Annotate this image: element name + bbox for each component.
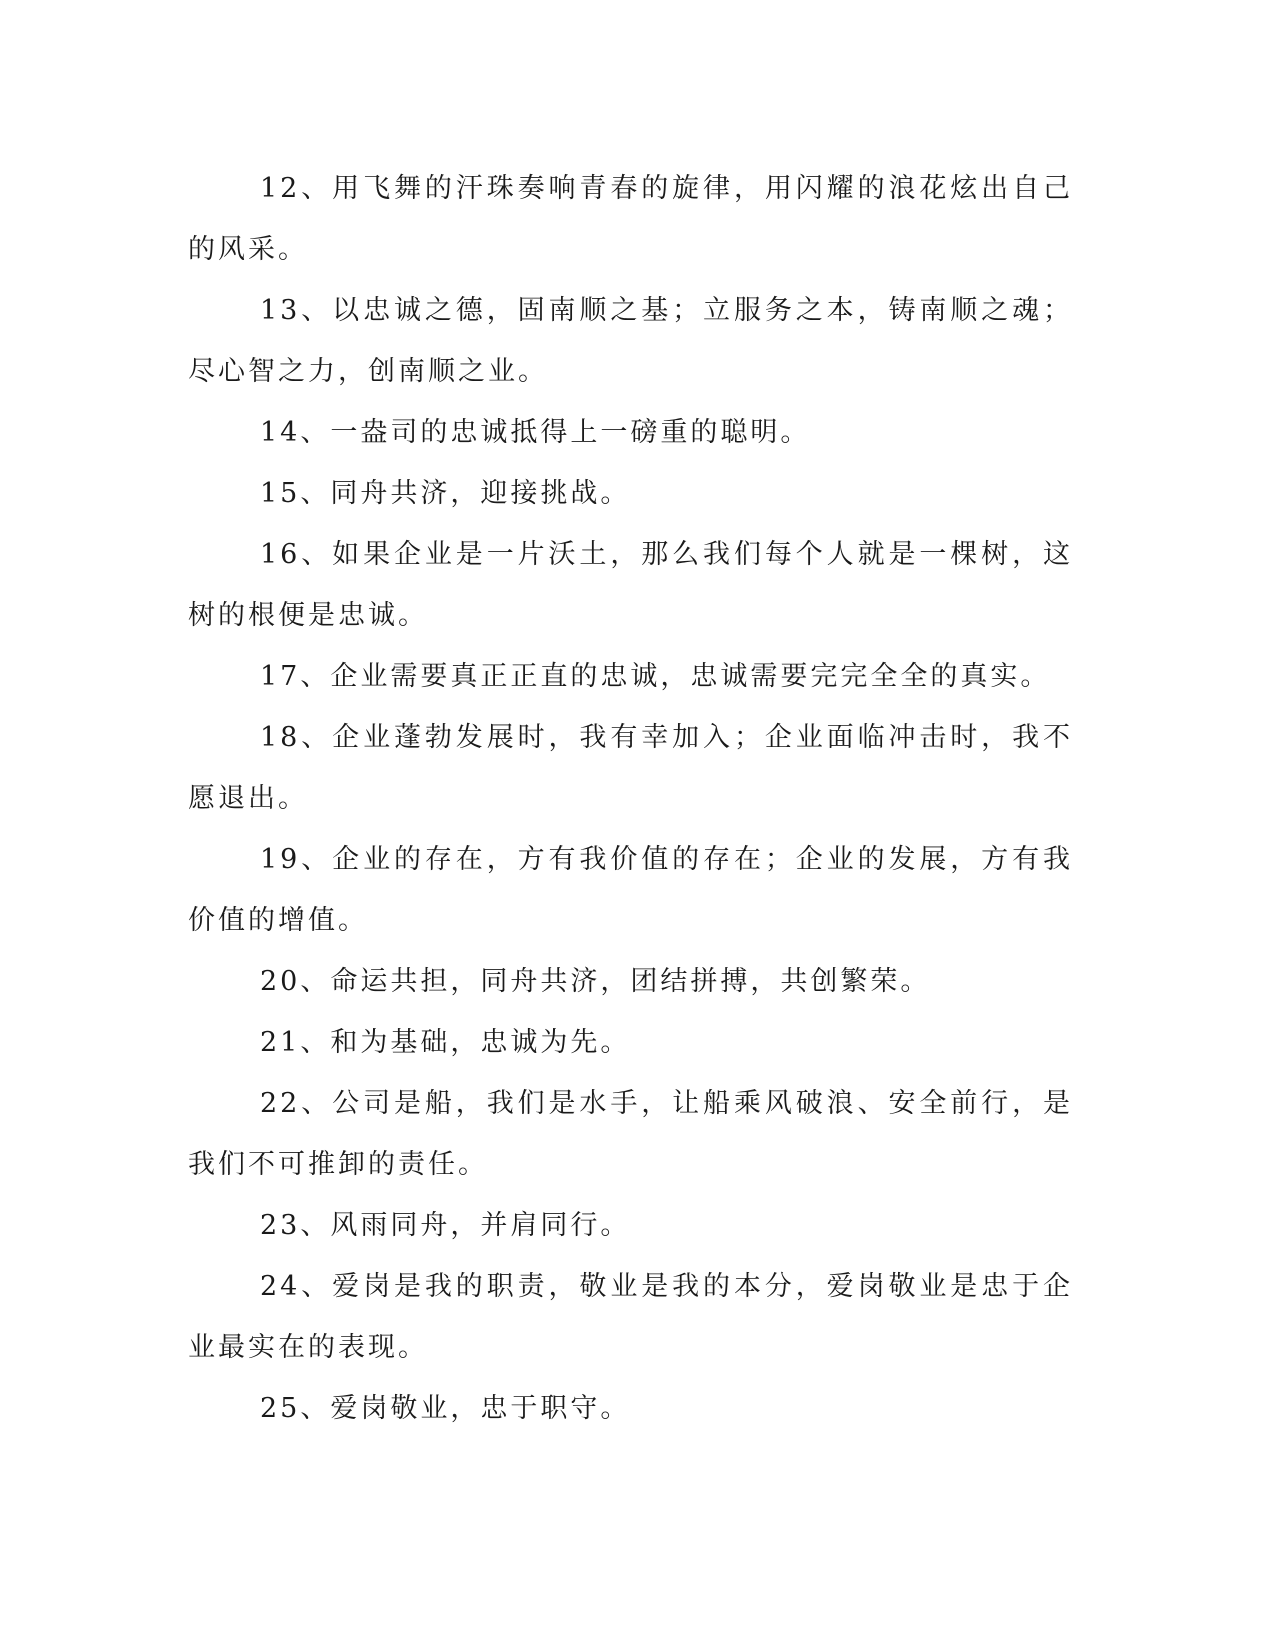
paragraph-16: 16、如果企业是一片沃土，那么我们每个人就是一棵树，这树的根便是忠诚。: [188, 539, 1073, 631]
paragraph-12: 12、用飞舞的汗珠奏响青春的旋律，用闪耀的浪花炫出自己的风采。: [188, 173, 1073, 265]
paragraph-21: 21、和为基础，忠诚为先。: [260, 1027, 631, 1058]
paragraph-18: 18、企业蓬勃发展时，我有幸加入；企业面临冲击时，我不愿退出。: [188, 722, 1073, 814]
paragraph-14: 14、一盎司的忠诚抵得上一磅重的聪明。: [260, 417, 811, 448]
document-body: [188, 158, 1073, 1439]
paragraph-25: 25、爱岗敬业，忠于职守。: [260, 1393, 631, 1424]
paragraph-20: 20、命运共担，同舟共济，团结拼搏，共创繁荣。: [260, 966, 931, 997]
paragraph-19: 19、企业的存在，方有我价值的存在；企业的发展，方有我价值的增值。: [188, 844, 1073, 936]
paragraph-15: 15、同舟共济，迎接挑战。: [260, 478, 631, 509]
paragraph-22: 22、公司是船，我们是水手，让船乘风破浪、安全前行，是我们不可推卸的责任。: [188, 1088, 1073, 1180]
paragraph-23: 23、风雨同舟，并肩同行。: [260, 1210, 631, 1241]
paragraph-17: 17、企业需要真正正直的忠诚，忠诚需要完完全全的真实。: [260, 661, 1051, 692]
paragraph-24: 24、爱岗是我的职责，敬业是我的本分，爱岗敬业是忠于企业最实在的表现。: [188, 1271, 1073, 1363]
paragraph-13: 13、以忠诚之德，固南顺之基；立服务之本，铸南顺之魂；尽心智之力，创南顺之业。: [188, 295, 1073, 387]
